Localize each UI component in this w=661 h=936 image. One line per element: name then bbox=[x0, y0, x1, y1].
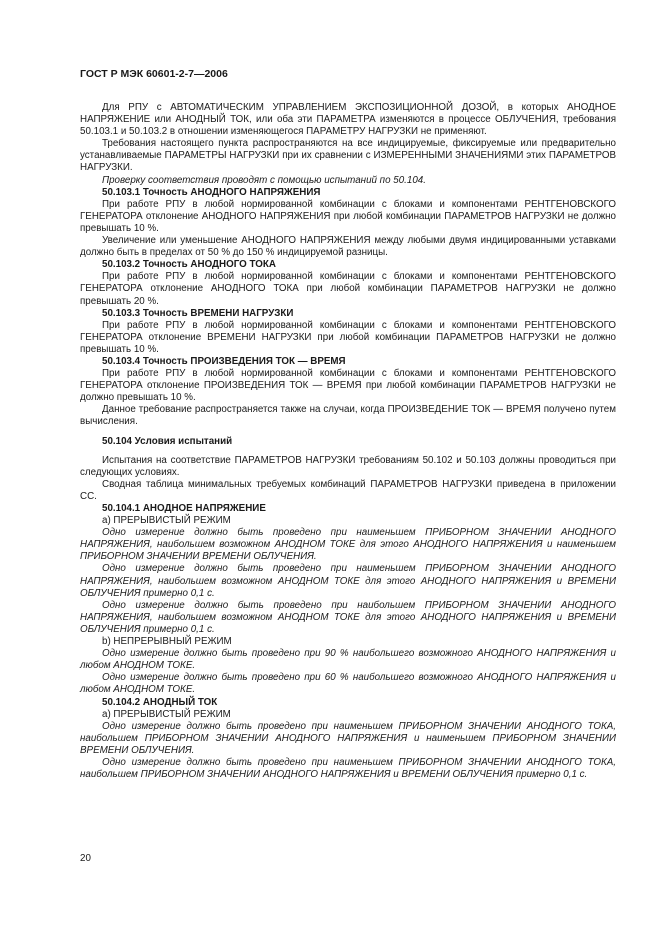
italic-paragraph: Одно измерение должно быть проведено при наименьшем ПРИБОРНОМ ЗНАЧЕНИИ АНОДНОГО ТОКА, наибольшем ПРИБОРНОМ ЗНАЧЕНИИ АНОДНОГО НАПРЯЖЕНИЯ и ВРЕМЕНИ ОБЛУЧЕНИЯ примерно 0,1 с. bbox=[80, 756, 616, 781]
italic-paragraph: Одно измерение должно быть проведено при наименьшем ПРИБОРНОМ ЗНАЧЕНИИ АНОДНОГО НАПРЯЖЕНИЯ, наибольшем возможном АНОДНОМ ТОКЕ для этого АНОДНОГО НАПРЯЖЕНИЯ и ВРЕМЕНИ ОБЛУЧЕНИЯ примерно 0,1 с. bbox=[80, 563, 616, 599]
section-heading: 50.104.1 АНОДНОЕ НАПРЯЖЕНИЕ bbox=[102, 503, 266, 514]
document-body bbox=[80, 102, 616, 781]
section-heading: 50.104.2 АНОДНЫЙ ТОК bbox=[102, 696, 218, 708]
subsection-label: а) ПРЕРЫВИСТЫЙ РЕЖИМ bbox=[102, 708, 231, 720]
paragraph: Для РПУ с АВТОМАТИЧЕСКИМ УПРАВЛЕНИЕМ ЭКСПОЗИЦИОННОЙ ДОЗОЙ, в которых АНОДНОЕ НАПРЯЖЕНИЕ или АНОДНЫЙ ТОК, или оба эти ПАРАМЕТРА изменяются в процессе ОБЛУЧЕНИЯ, требования 50.103.1 и 50.103.2 в отношении изменяющегося ПАРАМЕТРУ НАГРУЗКИ не применяют. bbox=[80, 102, 616, 138]
section-heading: 50.104 Условия испытаний bbox=[102, 435, 233, 447]
italic-paragraph: Одно измерение должно быть проведено при наименьшем ПРИБОРНОМ ЗНАЧЕНИИ АНОДНОГО НАПРЯЖЕНИЯ, наибольшем возможном АНОДНОМ ТОКЕ для этого АНОДНОГО НАПРЯЖЕНИЯ и наименьшем ПРИБОРНОМ ЗНАЧЕНИИ ВРЕМЕНИ ОБЛУЧЕНИЯ. bbox=[80, 527, 616, 563]
paragraph: При работе РПУ в любой нормированной комбинации с блоками и компонентами РЕНТГЕНОВСКОГО ГЕНЕРАТОРА отклонение АНОДНОГО НАПРЯЖЕНИЯ при любой комбинации ПАРАМЕТРОВ НАГРУЗКИ не должно превышать 10 %. bbox=[80, 198, 616, 234]
italic-paragraph: Одно измерение должно быть проведено при наименьшем ПРИБОРНОМ ЗНАЧЕНИИ АНОДНОГО ТОКА, наибольшем ПРИБОРНОМ ЗНАЧЕНИИ АНОДНОГО НАПРЯЖЕНИЯ и наименьшем ПРИБОРНОМ ЗНАЧЕНИИ ВРЕМЕНИ ОБЛУЧЕНИЯ. bbox=[80, 720, 616, 756]
section-heading: 50.103.1 Точность АНОДНОГО НАПРЯЖЕНИЯ bbox=[102, 186, 321, 198]
paragraph: При работе РПУ в любой нормированной комбинации с блоками и компонентами РЕНТГЕНОВСКОГО ГЕНЕРАТОРА отклонение АНОДНОГО ТОКА при любой комбинации ПАРАМЕТРОВ НАГРУЗКИ не должно превышать 20 %. bbox=[80, 271, 616, 307]
paragraph: При работе РПУ в любой нормированной комбинации с блоками и компонентами РЕНТГЕНОВСКОГО ГЕНЕРАТОРА отклонение ПРОИЗВЕДЕНИЯ ТОК — ВРЕМЯ при любой комбинации ПАРАМЕТРОВ НАГРУЗКИ не должно превышать 10 %. bbox=[80, 368, 616, 404]
document-page bbox=[80, 68, 616, 781]
subsection-label: а) ПРЕРЫВИСТЫЙ РЕЖИМ bbox=[102, 515, 231, 527]
italic-paragraph: Одно измерение должно быть проведено при 90 % наибольшего возможного АНОДНОГО НАПРЯЖЕНИЯ и любом АНОДНОМ ТОКЕ. bbox=[80, 648, 616, 672]
paragraph: Требования настоящего пункта распространяются на все индицируемые, фиксируемые или предварительно устанавливаемые ПАРАМЕТРЫ НАГРУЗКИ при их сравнении с ИЗМЕРЕННЫМИ ЗНАЧЕНИЯМИ этих ПАРАМЕТРОВ НАГРУЗКИ. bbox=[80, 138, 616, 174]
page-number: 20 bbox=[80, 853, 91, 864]
paragraph: Испытания на соответствие ПАРАМЕТРОВ НАГРУЗКИ требованиям 50.102 и 50.103 должны проводиться при следующих условиях. bbox=[80, 454, 616, 478]
section-heading: 50.103.2 Точность АНОДНОГО ТОКА bbox=[102, 259, 276, 271]
paragraph: Увеличение или уменьшение АНОДНОГО НАПРЯЖЕНИЯ между любыми двумя индицированными уставками должно быть в пределах от 50 % до 150 % индицируемой разницы. bbox=[80, 235, 616, 259]
section-heading: 50.103.4 Точность ПРОИЗВЕДЕНИЯ ТОК — ВРЕМЯ bbox=[102, 355, 346, 367]
italic-paragraph: Одно измерение должно быть проведено при 60 % наибольшего возможного АНОДНОГО НАПРЯЖЕНИЯ и любом АНОДНОМ ТОКЕ. bbox=[80, 672, 616, 696]
subsection-label: b) НЕПРЕРЫВНЫЙ РЕЖИМ bbox=[102, 636, 232, 648]
document-header: ГОСТ Р МЭК 60601-2-7—2006 bbox=[80, 68, 228, 80]
paragraph: Данное требование распространяется также на случаи, когда ПРОИЗВЕДЕНИЕ ТОК — ВРЕМЯ получено путем вычисления. bbox=[80, 404, 616, 428]
italic-paragraph: Одно измерение должно быть проведено при наибольшем ПРИБОРНОМ ЗНАЧЕНИИ АНОДНОГО НАПРЯЖЕНИЯ, наибольшем возможном АНОДНОМ ТОКЕ для этого АНОДНОГО НАПРЯЖЕНИЯ и ВРЕМЕНИ ОБЛУЧЕНИЯ примерно 0,1 с. bbox=[80, 599, 616, 635]
section-heading: 50.103.3 Точность ВРЕМЕНИ НАГРУЗКИ bbox=[102, 307, 294, 319]
italic-paragraph: Проверку соответствия проводят с помощью испытаний по 50.104. bbox=[102, 174, 426, 186]
paragraph: Сводная таблица минимальных требуемых комбинаций ПАРАМЕТРОВ НАГРУЗКИ приведена в приложении СС. bbox=[80, 478, 616, 502]
paragraph: При работе РПУ в любой нормированной комбинации с блоками и компонентами РЕНТГЕНОВСКОГО ГЕНЕРАТОРА отклонение ВРЕМЕНИ НАГРУЗКИ при любой комбинации ПАРАМЕТРОВ НАГРУЗКИ не должно превышать 10 %. bbox=[80, 319, 616, 355]
